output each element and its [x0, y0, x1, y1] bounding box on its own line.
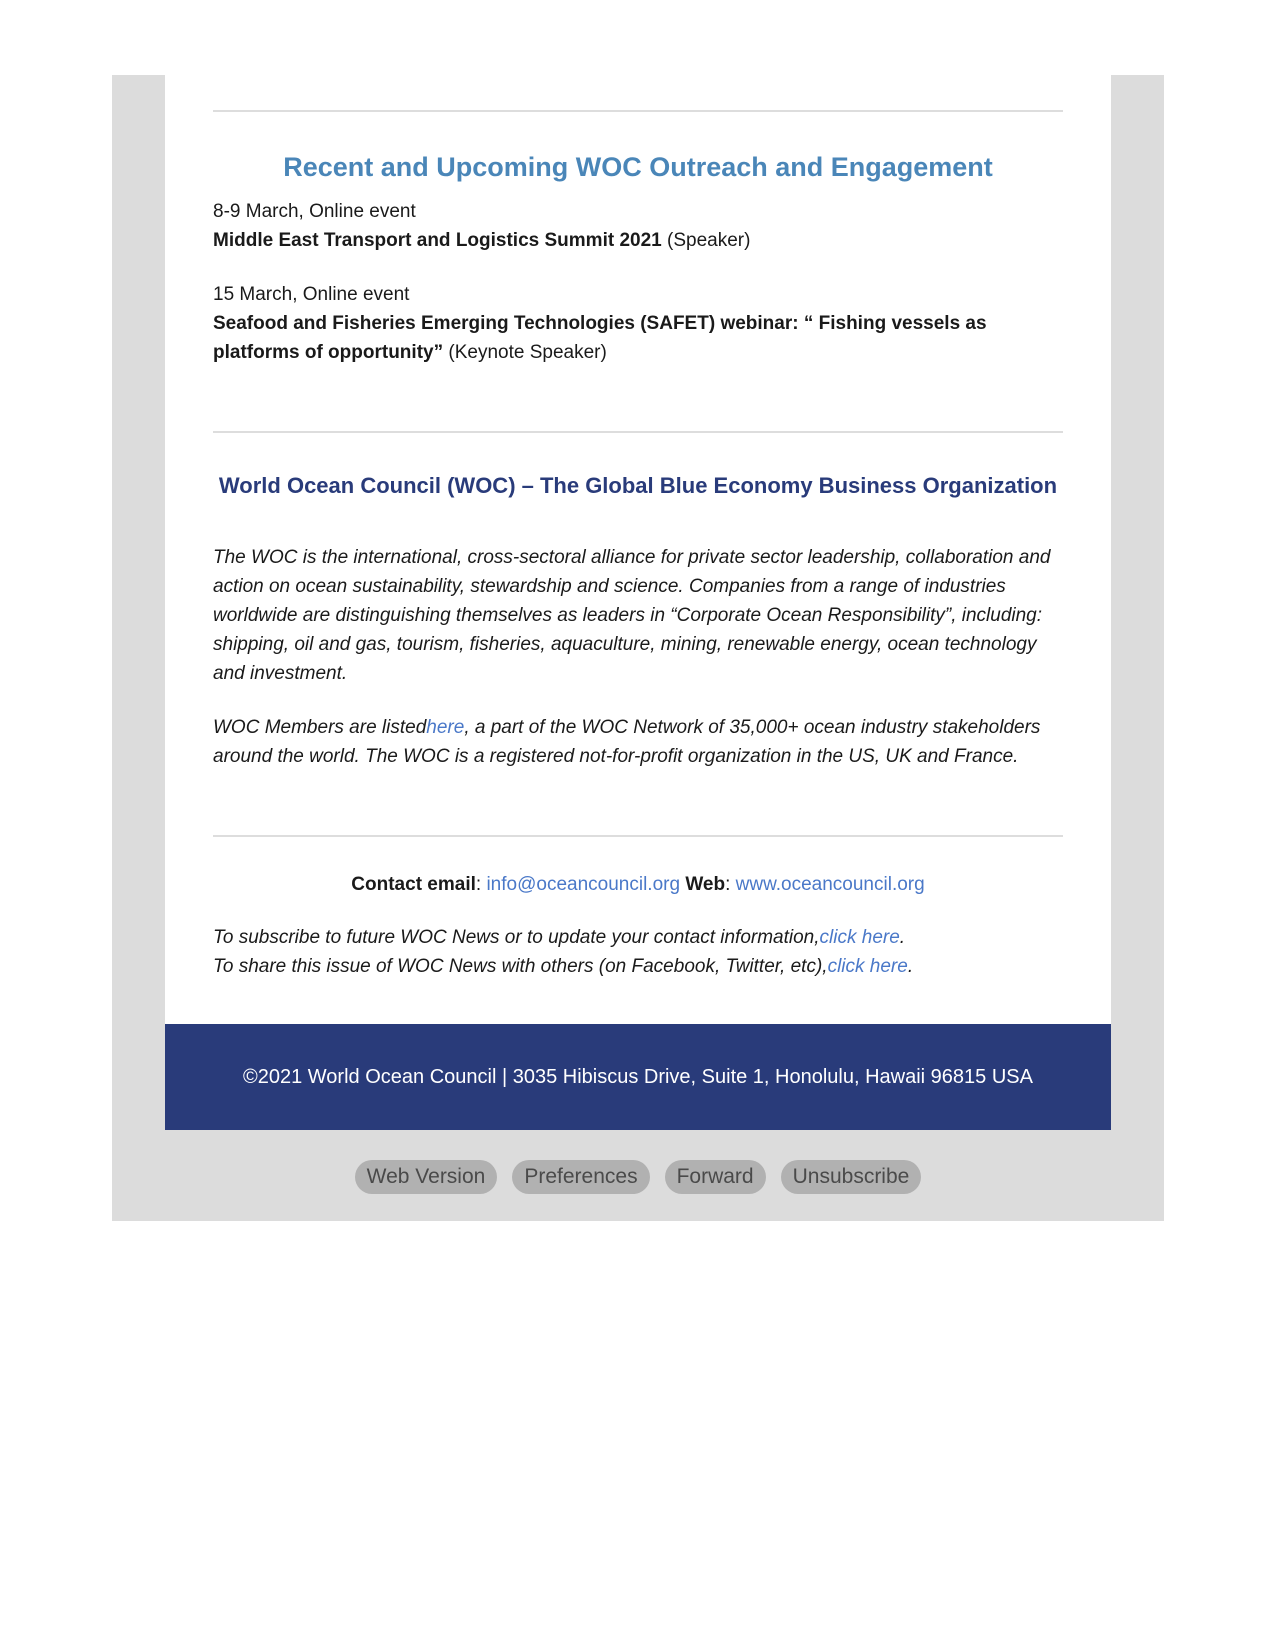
contact-line: [213, 870, 1063, 899]
preferences-button[interactable]: Preferences: [512, 1160, 649, 1194]
divider-middle: [213, 431, 1063, 433]
event-2-line: [213, 309, 1013, 367]
web-sep: :: [725, 874, 736, 895]
event-1-date: 8-9 March, Online event: [213, 201, 416, 222]
footer-address: ©2021 World Ocean Council | 3035 Hibiscus Drive, Suite 1, Honolulu, Hawaii 96815 USA: [243, 1065, 1033, 1088]
members-suffix: , a part of the WOC Network of 35,000+ ocean industry stakeholders around the world. The WOC is a registered not-for-profit organization in the US, UK and France.: [213, 717, 1041, 767]
subscribe-link[interactable]: click here: [819, 927, 900, 948]
contact-email-label: Contact email: [351, 874, 476, 895]
event-2-date: 15 March, Online event: [213, 284, 410, 305]
subscribe-line: [213, 923, 1073, 952]
event-1-line: [213, 226, 1073, 255]
share-text: To share this issue of WOC News with others (on Facebook, Twitter, etc),: [213, 956, 828, 977]
divider-bottom: [213, 835, 1063, 837]
event-1: [213, 197, 1073, 255]
contact-email-sep: :: [475, 874, 487, 895]
event-2: [213, 280, 1013, 367]
web-version-button[interactable]: Web Version: [355, 1160, 498, 1194]
members-link[interactable]: here: [426, 717, 465, 738]
event-1-role: (Speaker): [667, 230, 751, 251]
about-heading: World Ocean Council (WOC) – The Global Blue Economy Business Organization: [218, 473, 1058, 498]
members-paragraph: [213, 713, 1068, 771]
contact-email-link[interactable]: info@oceancouncil.org: [486, 874, 681, 895]
subscribe-text: To subscribe to future WOC News or to update your contact information,: [213, 927, 820, 948]
event-1-title: Middle East Transport and Logistics Summit 2021: [213, 230, 662, 251]
about-paragraph: The WOC is the international, cross-sectoral alliance for private sector leadership, collaboration and action on ocean sustainability, stewardship and science. Companies from a range of industries worldwide are distinguishing themselves as leaders in “Corporate Ocean Responsibility”, including: shipping, oil and gas, tourism, fisheries, aquaculture, mining, renewable energy, ocean technology and investment.: [213, 547, 1051, 684]
members-prefix: WOC Members are listed: [213, 717, 427, 738]
event-2-role: (Keynote Speaker): [448, 342, 607, 363]
outreach-heading: Recent and Upcoming WOC Outreach and Engagement: [283, 152, 993, 182]
footer-band: [165, 1024, 1111, 1130]
subscribe-end: .: [899, 927, 906, 948]
web-link[interactable]: www.oceancouncil.org: [735, 874, 925, 895]
web-label: Web: [685, 874, 726, 895]
forward-button[interactable]: Forward: [665, 1160, 766, 1194]
footer-links: [112, 1160, 1164, 1196]
share-end: .: [907, 956, 914, 977]
unsubscribe-button[interactable]: Unsubscribe: [781, 1160, 922, 1194]
share-line: [213, 952, 1073, 981]
event-2-title: Seafood and Fisheries Emerging Technologies (SAFET) webinar: “ Fishing vessels as platforms of opportunity”: [213, 313, 987, 363]
share-link[interactable]: click here: [827, 956, 908, 977]
divider-top: [213, 110, 1063, 112]
